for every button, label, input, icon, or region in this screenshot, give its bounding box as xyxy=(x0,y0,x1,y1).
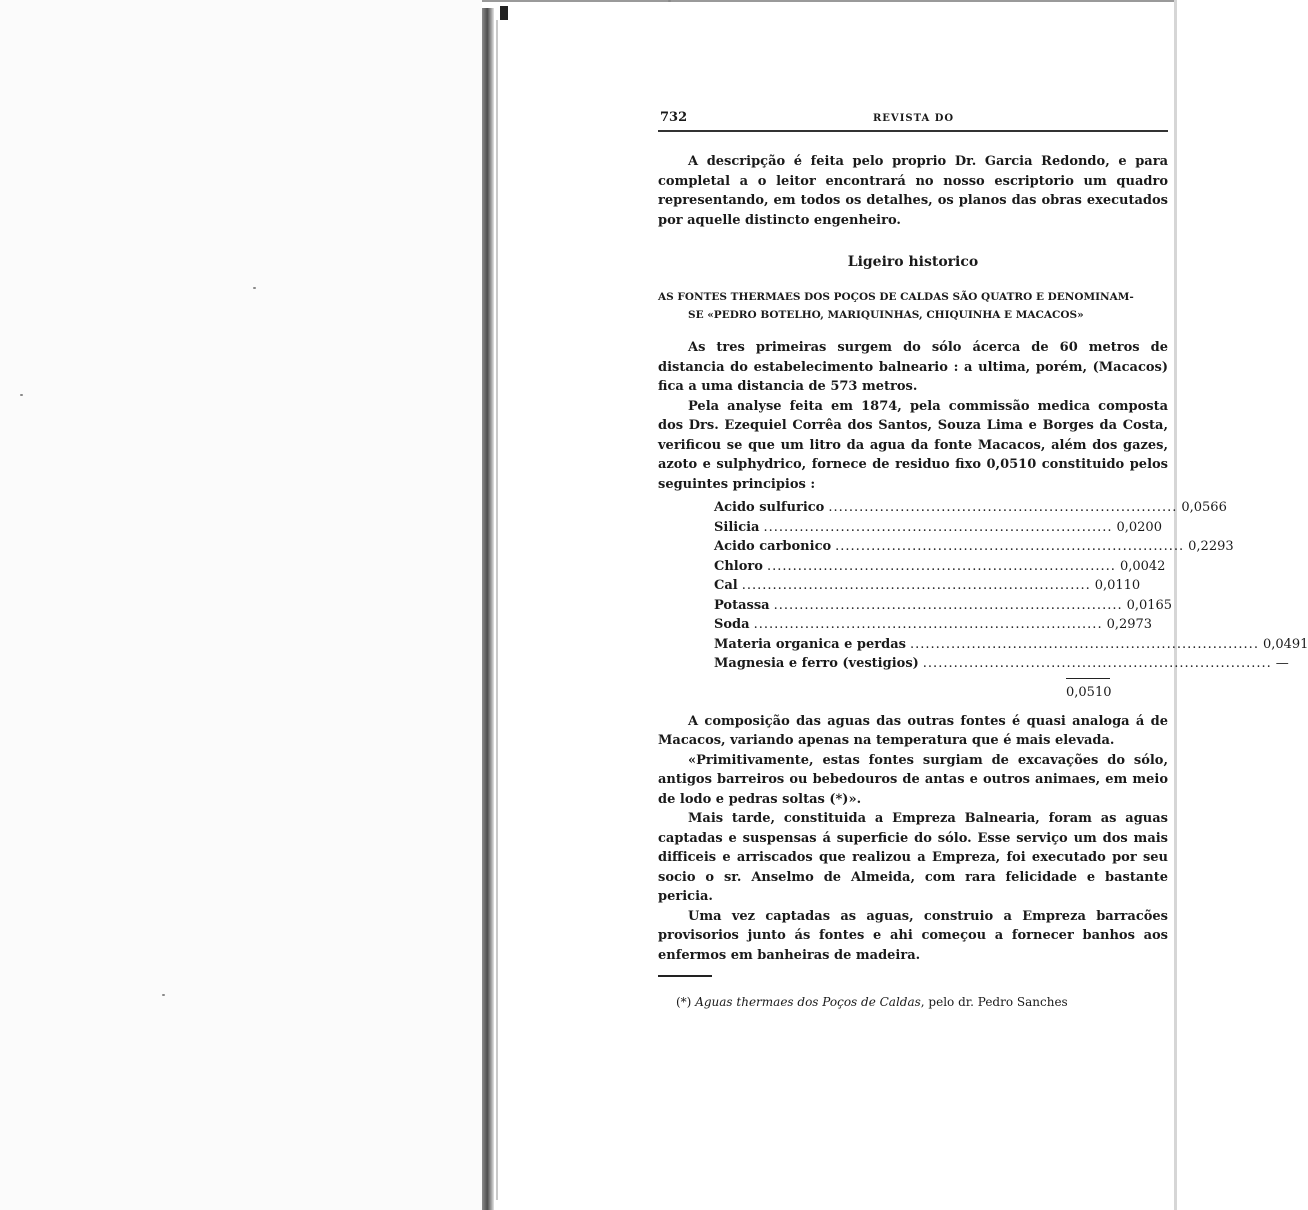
footnote-text: , pelo dr. Pedro Sanches xyxy=(920,995,1068,1009)
paragraph: «Primitivamente, estas fontes surgiam de excavações do sólo, antigos barreiros ou bebedouros de antas e outros animaes, em meio de lodo e pedras soltas (*)». xyxy=(658,752,1168,807)
table-row xyxy=(714,597,1173,618)
total-row xyxy=(714,678,1110,700)
component-value: 0,0042 xyxy=(1119,558,1166,574)
component-value: 0,0110 xyxy=(1094,578,1141,593)
total-value: 0,0510 xyxy=(1066,678,1110,700)
section-title: Ligeiro historico xyxy=(847,254,979,270)
leader-dots: .................................................................... xyxy=(828,500,1178,515)
table-row xyxy=(714,617,1153,637)
footnote-rule xyxy=(658,975,712,977)
paragraph: Pela analyse feita em 1874, pela commissão medica composta dos Drs. Ezequiel Corrêa dos Santos, Souza Lima e Borges da Costa, verificou se que um litro da agua da fonte Macacos, além dos gazes, azoto e sulphydrico, fornece de residuo fixo 0,0510 constituido pelos seguintes principios : xyxy=(658,398,1168,492)
leader-dots: .................................................................... xyxy=(763,519,1113,535)
table-row xyxy=(714,558,1166,579)
component-name: Potassa xyxy=(714,597,770,613)
right-page xyxy=(658,106,1308,1011)
scan-speck xyxy=(253,287,256,289)
scan-speck xyxy=(162,994,165,996)
paragraph: A composição das aguas das outras fontes é quasi analoga á de Macacos, variando apenas na temperatura que é mais elevada. xyxy=(658,713,1168,748)
component-name: Silicia xyxy=(714,519,760,535)
component-name: Chloro xyxy=(714,558,763,574)
book-gutter xyxy=(482,8,494,1210)
leader-dots: .................................................................... xyxy=(753,617,1103,632)
table-row xyxy=(714,539,1234,559)
intro-paragraph: A descripção é feita pelo proprio Dr. Garcia Redondo, e para completal a o leitor encontrará no nosso escriptorio um quadro representando, em todos os detalhes, os planos das obras executados por aquelle distincto engenheiro. xyxy=(658,154,1168,228)
table-row xyxy=(714,656,1289,676)
paragraph: As tres primeiras surgem do sólo ácerca de 60 metros de distancia do estabelecimento balneario : a ultima, porém, (Macacos) fica a uma distancia de 573 metros. xyxy=(658,340,1168,394)
leader-dots: .................................................................... xyxy=(909,636,1259,652)
subheading-line-2: SE «PEDRO BOTELHO, MARIQUINHAS, CHIQUINHA E MACACOS» xyxy=(688,309,1084,321)
running-head xyxy=(658,106,1168,132)
table-row xyxy=(714,636,1308,657)
paragraph: Mais tarde, constituida a Empreza Balnearia, foram as aguas captadas e suspensas á superficie do sólo. Esse serviço um dos mais difficeis e arriscados que realizou a Empreza, foi executado por seu socio o sr. Anselmo de Almeida, com rara felicidade e bastante pericia. xyxy=(658,811,1168,904)
component-value: — xyxy=(1275,656,1289,671)
journal-title: REVISTA DO xyxy=(873,113,955,124)
component-name: Magnesia e ferro (vestigios) xyxy=(714,656,919,671)
gutter-shadow-line xyxy=(496,20,498,1200)
footnote-title: Aguas thermaes dos Poços de Caldas xyxy=(695,995,921,1009)
component-name: Materia organica e perdas xyxy=(714,636,906,652)
leader-dots: .................................................................... xyxy=(835,539,1185,554)
table-row xyxy=(714,519,1162,540)
leader-dots: .................................................................... xyxy=(766,558,1116,574)
section-subheading xyxy=(658,288,1168,324)
component-name: Soda xyxy=(714,617,750,632)
component-name: Cal xyxy=(714,578,738,593)
component-value: 0,0200 xyxy=(1116,519,1162,535)
component-value: 0,0165 xyxy=(1126,597,1173,613)
component-name: Acido sulfurico xyxy=(714,500,825,515)
leader-dots: .................................................................... xyxy=(741,578,1091,593)
component-name: Acido carbonico xyxy=(714,539,832,554)
analysis-table xyxy=(714,500,1308,676)
paragraph: Uma vez captadas as aguas, construio a Empreza barracões provisorios junto ás fontes e ahi começou a fornecer banhos aos enfermos em banheiras de madeira. xyxy=(658,908,1168,963)
subheading-line-1: AS FONTES THERMAES DOS POÇOS DE CALDAS SÃO QUATRO E DENOMINAM- xyxy=(658,291,1134,303)
component-value: 0,2293 xyxy=(1188,539,1234,554)
component-value: 0,2973 xyxy=(1106,617,1153,632)
footnote-marker: (*) xyxy=(676,995,692,1009)
component-value: 0,0491 xyxy=(1262,636,1308,652)
blank-left-page xyxy=(0,0,482,1210)
leader-dots: .................................................................... xyxy=(922,656,1272,671)
leader-dots: .................................................................... xyxy=(773,597,1123,613)
page-edge xyxy=(1174,0,1177,1210)
footnote xyxy=(658,993,1168,1011)
gutter-mark xyxy=(500,6,508,20)
component-value: 0,0566 xyxy=(1181,500,1227,515)
scan-speck xyxy=(20,394,23,396)
page-number: 732 xyxy=(660,110,688,125)
table-row xyxy=(714,578,1141,598)
table-row xyxy=(714,500,1227,520)
